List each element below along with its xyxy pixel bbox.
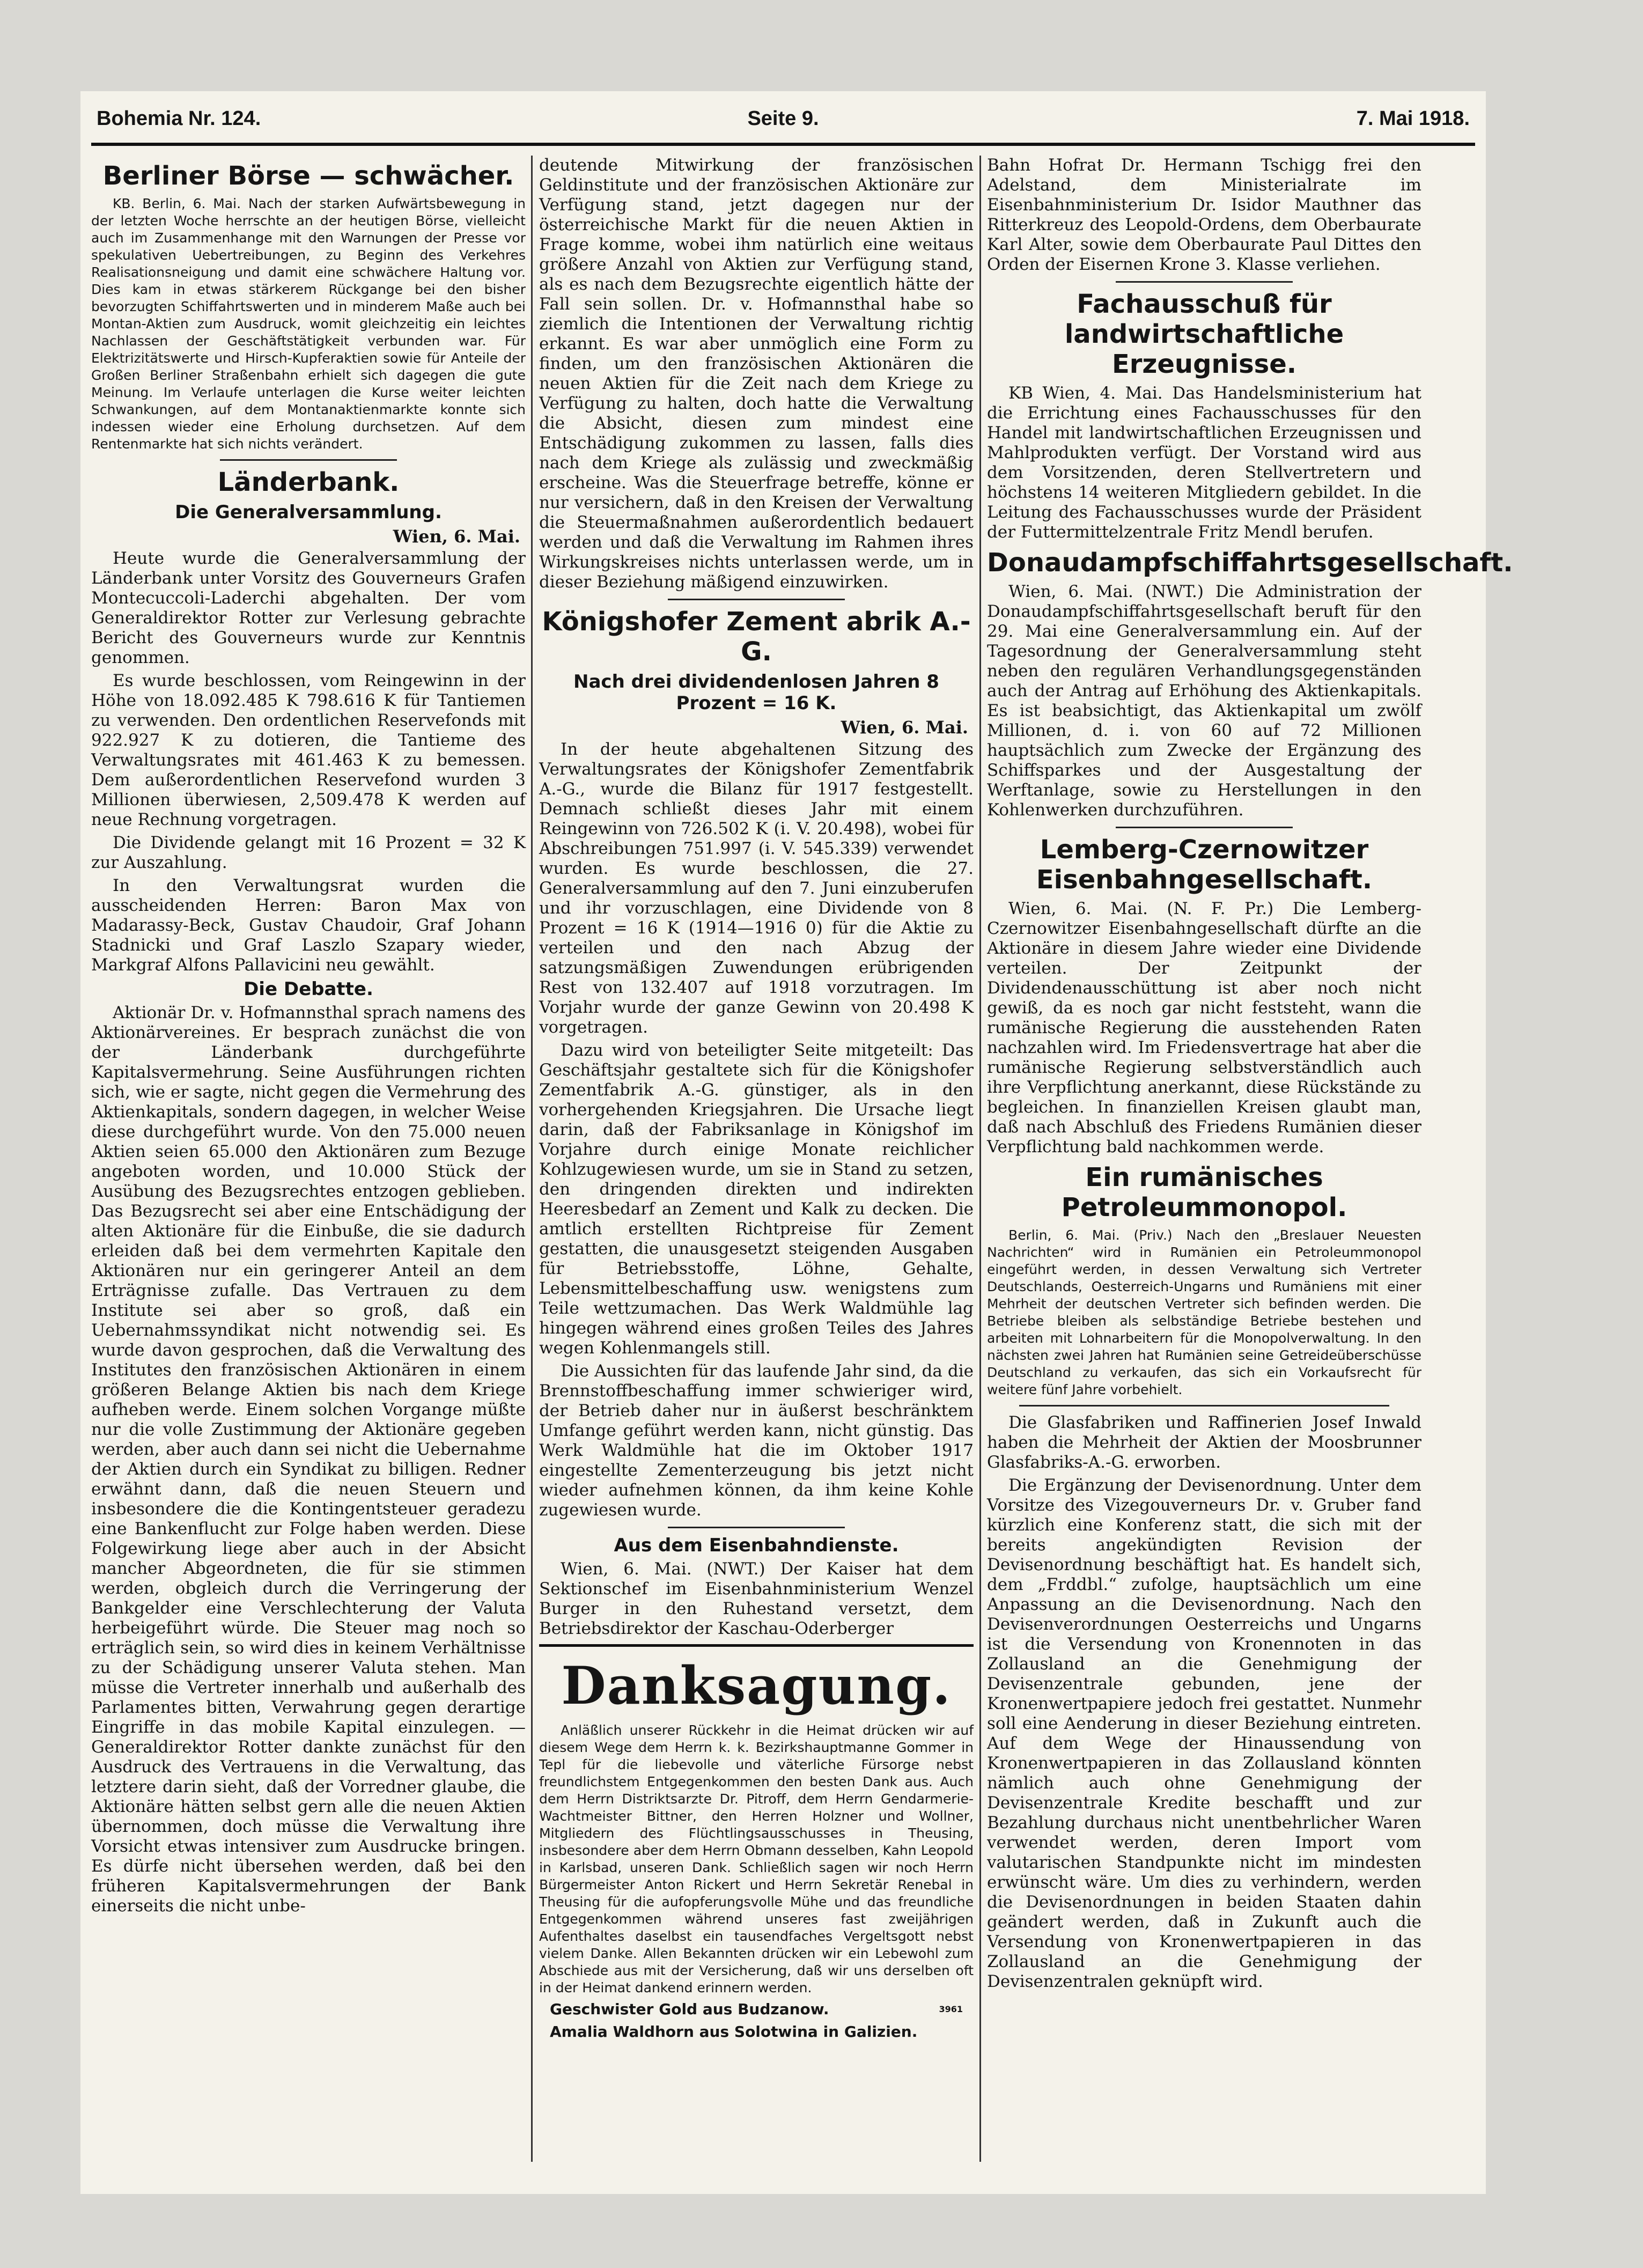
ad-signature-2: Amalia Waldhorn aus Solotwina in Galizien. — [550, 2023, 918, 2041]
paragraph-devisen: Die Ergänzung der Devisenordnung. Unter dem Vorsitze des Vizegouverneurs Dr. v. Gruber fand kürzlich eine Konferenz statt, die sich mit der bereits angekündigten Revision der Devisenordnung beschäftigt hat. Es handelt sich, dem „Frddbl.“ zufolge, hauptsächlich um eine Anpassung an die Devisenordnung. Nach den Devisenverordnungen Oesterreichs und Ungarns ist die Versendung von Kronennoten in das Zollausland an die Genehmigung der Devisenzentrale gebunden, jene der Kronenwertpapiere jedoch frei gestattet. Nunmehr soll eine Aenderung in dieser Beziehung eintreten. Auf dem Wege der Hinaussendung von Kronenwertpapieren in das Zollausland könnten nämlich auch ohne Genehmigung der Devisenzentrale Kredite beschafft und zur Bezahlung durchaus nicht unentbehrlicher Waren verwendet werden, deren Import vom valutarischen Standpunkte nicht im mindesten erwünscht wäre. Um dies zu verhindern, werden die Devisenordnungen in beiden Staaten dahin geändert werden, daß in Zukunft auch die Versendung von Kronenwertpapieren in das Zollausland an die Genehmigung der Devisenzentralen geknüpft wird. — [987, 1476, 1421, 1991]
column-divider — [531, 156, 533, 2162]
paragraph: In der heute abgehaltenen Sitzung des Verwaltungsrates der Königshofer Zementfabrik A.-G., wurde die Bilanz für 1917 festgestellt. Demnach schließt dieses Jahr mit einem Reingewinn von 726.502 K (i. V. 20.498), wobei für Abschreibungen 751.997 (i. V. 545.339) verwendet wurden. Es wurde beschlossen, die 27. Generalversammlung auf den 7. Juni einzuberufen und ihr vorzuschlagen, eine Dividende von 8 Prozent = 16 K (1914—1916 0) für die Aktie zu verteilen und den nach Abzug der satzungsmäßigen Zuwendungen erübrigenden Rest von 132.407 auf 1918 vorzutragen. Im Vorjahr wurde der ganze Gewinn von 20.498 K vorgetragen. — [539, 740, 974, 1037]
section-divider — [668, 1527, 845, 1528]
section-divider — [1116, 281, 1293, 283]
paragraph: Berlin, 6. Mai. (Priv.) Nach den „Breslauer Neuesten Nachrichten“ wird in Rumänien ein Petroleummonopol eingeführt werden, in dessen Verwaltung sich Vertreter Deutschlands, Oesterreich-Ungarns und Rumäniens mit einer Mehrheit der deutschen Vertreter sich befinden werden. Die Betriebe bleiben als selbständige Betriebe bestehen und arbeiten mit Lohnarbeitern für die Monopolverwaltung. In den nächsten zwei Jahren hat Rumänien seine Getreideüberschüsse Deutschland zu verkaufen, das sich ein Vorkaufsrecht für weitere fünf Jahre vorbehielt. — [987, 1227, 1421, 1397]
paragraph: Wien, 6. Mai. (NWT.) Die Administration der Donaudampfschiffahrtsgesellschaft beruft für den 29. Mai eine Generalversammlung ein. Auf der Tagesordnung der Generalversammlung steht neben den regulären Verhandlungsgegenständen auch der Antrag auf Erhöhung des Aktienkapitals. Es ist beabsichtigt, das Aktienkapital um zwölf Millionen, d. i. von 60 auf 72 Millionen hauptsächlich zum Zwecke der Ergänzung des Schiffsparkes und der Ausgestaltung der Werftanlage, sowie zu Herstellungen in den Kohlenwerken durchzuführen. — [987, 582, 1421, 820]
section-heading-debatte: Die Debatte. — [244, 978, 373, 1000]
section-divider — [220, 459, 397, 461]
paragraph: In den Verwaltungsrat wurden die ausscheidenden Herren: Baron Max von Madarassy-Beck, Gustav Chaudoir, Graf Johann Stadnicki und Graf Laszlo Szapary wieder, Markgraf Alfons Pallavicini neu gewählt. — [91, 876, 526, 975]
article-title-koenigshof: Königshofer Zement abrik A.-G. — [542, 607, 971, 667]
masthead-rule — [91, 143, 1475, 146]
section-divider — [1116, 827, 1293, 828]
article-title-fachausschuss: Fachausschuß für landwirtschaftliche Erzeugnisse. — [1064, 289, 1344, 379]
dateline: Wien, 6. Mai. — [841, 717, 968, 738]
article-title-landerbank: Länderbank. — [217, 467, 400, 497]
ad-title: Danksagung. — [561, 1655, 952, 1716]
section-divider — [668, 599, 845, 600]
section-divider — [1019, 1405, 1389, 1407]
column-2 — [539, 156, 974, 2173]
masthead-date: 7. Mai 1918. — [1356, 107, 1470, 130]
paragraph-continued: Bahn Hofrat Dr. Hermann Tschigg frei den Adelstand, dem Ministerialrate im Eisenbahnministerium Dr. Isidor Mauthner das Ritterkreuz des Leopold-Ordens, dem Oberbaurate Karl Alter, sowie dem Oberbaurate Paul Dittes den Orden der Eisernen Krone 3. Klasse verliehen. — [987, 156, 1421, 274]
article-title-lemberg: Lemberg-Czernowitzer Eisenbahngesellschaft. — [1036, 835, 1373, 895]
ad-body: Anläßlich unserer Rückkehr in die Heimat drücken wir auf diesem Wege dem Herrn k. k. Bezirkshauptmanne Gommer in Tepl für die liebevolle und väterliche Fürsorge nebst freundlichstem Entgegenkommen den besten Dank aus. Auch dem Herrn Distriktsarzte Dr. Pitroff, dem Herrn Gendarmerie-Wachtmeister Bittner, den Herren Holzner und Wollner, Mitgliedern des Flüchtlingsausschusses in Theusing, insbesondere aber dem Herrn Obmann desselben, Kahn Leopold in Karlsbad, unseren Dank. Schließlich sagen wir noch Herrn Bürgermeister Anton Rickert und Herrn Sekretär Renebal in Theusing für die aufopferungsvolle Mühe und das freundliche Entgegenkommen während unseres fast zweijährigen Aufenthaltes daselbst ein tausendfaches Vergeltsgott nebst vielem Danke. Allen Bekannten drücken wir ein Lebewohl zum Abschiede aus mit der Versicherung, daß wir uns derselben oft in der Heimat dankend erinnern werden. — [539, 1722, 974, 1995]
column-3 — [987, 156, 1513, 2173]
ad-signature — [550, 2000, 974, 2019]
paragraph: KB Wien, 4. Mai. Das Handelsministerium hat die Errichtung eines Fachausschusses für den Handel mit landwirtschaftlichen Erzeugnissen und Mahlprodukten verfügt. Der Vorstand wird aus dem Vorsitzenden, deren Stellvertretern und höchstens 14 weiteren Mitgliedern gebildet. In die Leitung des Fachausschusses wurde der Präsident der Futtermittelzentrale Fritz Mendl berufen. — [987, 384, 1421, 542]
masthead-page-number: Seite 9. — [747, 107, 819, 130]
masthead-issue: Bohemia Nr. 124. — [97, 107, 261, 130]
article-title-petroleum: Ein rumänisches Petroleummonopol. — [1061, 1162, 1347, 1223]
ad-signature-1: Geschwister Gold aus Budzanow. — [550, 2000, 829, 2018]
newspaper-page — [80, 91, 1513, 2194]
paragraph-glas: Die Glasfabriken und Raffinerien Josef Inwald haben die Mehrheit der Aktien der Moosbrunner Glasfabriks-A.-G. erworben. — [987, 1413, 1421, 1472]
article-body-borse: KB. Berlin, 6. Mai. Nach der starken Aufwärtsbewegung in der letzten Woche herrschte an der heutigen Börse, vielleicht auch im Zusammenhange mit den Warnungen der Presse vor spekulativen Uebertreibungen, zu Beginn des Verkehres Realisationsneigung und damit eine schwächere Haltung vor. Dies kam in etwas stärkerem Rückgange bei den bisher bevorzugten Schiffahrtswerten und in minderem Maße auch bei Montan-Aktien zum Ausdruck, womit gleichzeitig ein leichtes Nachlassen der Geschäftstätigkeit verbunden war. Für Elektrizitätswerte und Hirsch-Kupferaktien sowie für Anteile der Großen Berliner Straßenbahn erhielt sich dagegen die gute Meinung. Im Verlaufe unterlagen die Kurse weiter leichten Schwankungen, auf dem Montanaktienmarkte konnte sich indessen wieder eine Erholung durchsetzen. Auf dem Rentenmarkte hat sich nichts verändert. — [91, 196, 526, 452]
column-1 — [91, 156, 526, 2173]
paragraph-continued: deutende Mitwirkung der französischen Geldinstitute und der französischen Aktionäre zur Verfügung stand, jetzt dagegen nur der österreichische Markt für die neuen Aktien in Frage komme, wobei ihm natürlich eine weitaus größere Anzahl von Aktien zur Verfügung stand, als es nach dem Bezugsrechte eigentlich hätte der Fall sein sollen. Dr. v. Hofmannsthal habe so ziemlich die Intentionen der Verwaltung richtig erkannt. Es war aber unmöglich eine Form zu finden, um den französischen Aktionären die neuen Aktien für die Zeit nach dem Kriege zu Verfügung zu halten, doch hatte die Verwaltung die Absicht, diesen zum mindest eine Entschädigung zukommen zu lassen, falls dies nach dem Kriege als zulässig und zweckmäßig erscheine. Was die Steuerfrage betreffe, könne er nur versichern, daß in den Kreisen der Verwaltung die Steuermaßnahmen außerordentlich bedauert werden und daß die Verwaltung im Rahmen ihres Wirkungskreises nichts unterlassen werde, um in dieser Beziehung mäßigend einzuwirken. — [539, 156, 974, 592]
advertisement-danksagung — [539, 1644, 974, 2042]
paragraph: Wien, 6. Mai. (N. F. Pr.) Die Lemberg-Czernowitzer Eisenbahngesellschaft dürfte an die Aktionäre in diesem Jahre wieder eine Dividende verteilen. Der Zeitpunkt der Dividendenausschüttung ist aber noch nicht gewiß, da es noch gar nicht feststeht, wann die rumänische Regierung die ausstehenden Raten nachzahlen wird. Im Friedensvertrage hat aber die rumänische Regierung selbstverständlich auch ihre Verpflichtung anerkannt, diese Rückstände zu begleichen. In finanziellen Kreisen glaubt man, daß nach Abschluß des Friedens Rumänien dieser Verpflichtung bald nachkommen werde. — [987, 899, 1421, 1157]
dateline: Wien, 6. Mai. — [393, 526, 520, 547]
article-title-eisenbahn: Aus dem Eisenbahndienste. — [614, 1535, 899, 1556]
article-title-donau: Donaudampfschiffahrtsgesellschaft. — [987, 548, 1513, 578]
article-subtitle-landerbank: Die Generalversammlung. — [175, 502, 442, 523]
column-divider — [979, 156, 981, 2162]
paragraph: Es wurde beschlossen, vom Reingewinn in der Höhe von 18.092.485 K 798.616 K für Tantiemen zu verwenden. Den ordentlichen Reservefonds mit 922.927 K zu dotieren, die Tantieme des Verwaltungsrates mit 461.463 K zu bemessen. Dem außerordentlichen Reservefond wurden 3 Millionen überwiesen, 2,509.478 K werden auf neue Rechnung vorgetragen. — [91, 671, 526, 829]
article-subtitle-koenigshof: Nach drei dividendenlosen Jahren 8 Prozent = 16 K. — [573, 671, 939, 714]
paragraph: Wien, 6. Mai. (NWT.) Der Kaiser hat dem Sektionschef im Eisenbahnministerium Wenzel Burger in den Ruhestand versetzt, dem Betriebsdirektor der Kaschau-Oderberger — [539, 1559, 974, 1638]
paragraph: Heute wurde die Generalversammlung der Länderbank unter Vorsitz des Gouverneurs Grafen Montecuccoli-Laderchi abgehalten. Der vom Generaldirektor Rotter zur Verlesung gebrachte Bericht des Gouverneurs wurde zur Kenntnis genommen. — [91, 549, 526, 667]
masthead — [80, 107, 1486, 139]
paragraph: Die Dividende gelangt mit 16 Prozent = 32 K zur Auszahlung. — [91, 833, 526, 872]
paragraph: Aktionär Dr. v. Hofmannsthal sprach namens des Aktionärvereines. Er besprach zunächst die von der Länderbank durchgeführte Kapitalsvermehrung. Seine Ausführungen richten sich, wie er sagte, nicht gegen die Vermehrung des Aktienkapitals, sondern dagegen, in welcher Weise diese durchgeführt wurde. Von den 75.000 neuen Aktien seien 65.000 den Aktionären zum Bezuge angeboten worden, und 10.000 Stück der Ausübung des Bezugsrechtes entzogen geblieben. Das Bezugsrecht sei aber eine Entschädigung der alten Aktionäre für die Einbuße, die sie dadurch erleiden daß bei dem vermehrten Kapitale den Aktionären nur ein geringerer Anteil an dem Erträgnisse zufalle. Das Vertrauen zu dem Institute sei aber so groß, daß ein Uebernahmssyndikat nicht notwendig sei. Es wurde davon gesprochen, daß die Verwaltung des Institutes den französischen Aktionären in einem größeren Belange Aktien bis nach dem Kriege aufheben werde. Einem solchen Vorgange müßte nur die volle Zustimmung der Aktionäre gegeben werden, aber auch dann sei nicht die Uebernahme der Aktien durch ein Syndikat zu billigen. Redner erwähnt dann, daß die neuen Steuern und insbesondere die die Kontingentsteuer geradezu eine Bankenflucht zur Folge haben werden. Diese Folgewirkung liege aber auch in der Absicht mancher Abgeordneten, die für sie stimmen werden, obgleich durch die Verringerung der Bankgelder eine Verschlechterung der Valuta herbeigeführt würde. Die Steuer mag noch so erträglich sein, so wird dies in keinem Verhältnisse zu der Schädigung unserer Valuta stehen. Man müsse die Vertreter innerhalb und außerhalb des Parlamentes bitten, Verwahrung gegen derartige Eingriffe in das mobile Kapital einzulegen. — Generaldirektor Rotter dankte zunächst für den Ausdruck des Vertrauens in die Verwaltung, das letztere darin sieht, daß der Vorredner glaube, die Aktionäre hätten selbst gern alle die neuen Aktien übernommen, doch müsse die Verwaltung ihre Vorsicht etwas intensiver zum Ausdrucke bringen. Es dürfe nicht übersehen werden, daß bei den früheren Kapitalsvermehrungen der Bank einerseits die nicht unbe- — [91, 1003, 526, 1916]
article-title-borse: Berliner Börse — schwächer. — [102, 161, 514, 191]
ad-number: 3961 — [939, 2004, 963, 2014]
paragraph: Die Aussichten für das laufende Jahr sind, da die Brennstoffbeschaffung immer schwieriger wird, der Betrieb daher nur in äußerst beschränktem Umfange geführt werden kann, nicht günstig. Das Werk Waldmühle hat die im Oktober 1917 eingestellte Zementerzeugung bis jetzt nicht wieder aufnehmen können, da ihm keine Kohle zugewiesen wurde. — [539, 1361, 974, 1520]
paragraph: Dazu wird von beteiligter Seite mitgeteilt: Das Geschäftsjahr gestaltete sich für die Königshofer Zementfabrik A.-G. günstiger, als in den vorhergehenden Kriegsjahren. Die Ursache liegt darin, daß der Fabriksanlage in Königshof im Vorjahre durch einige Monate reichlicher Kohlzugewiesen wurde, um sie in Stand zu setzen, den dringenden direkten und indirekten Heeresbedarf an Zement und Kalk zu decken. Die amtlich erstellten Richtpreise für Zement gestatten, die unausgesetzt steigenden Ausgaben für Betriebsstoffe, Löhne, Gehalte, Lebensmittelbeschaffung usw. wenigstens zum Teile wettzumachen. Das Werk Waldmühle lag hingegen während eines großen Teiles des Jahres wegen Kohlenmangels still. — [539, 1041, 974, 1358]
